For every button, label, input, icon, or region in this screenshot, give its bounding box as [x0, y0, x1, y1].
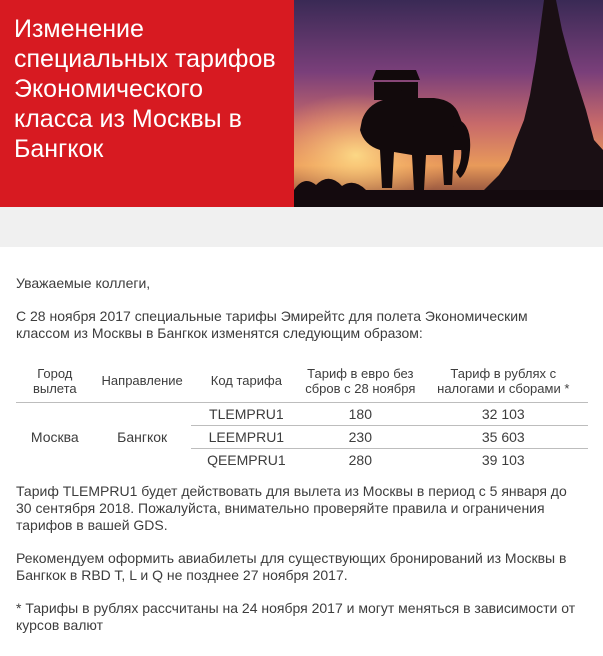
greeting: Уважаемые коллеги,	[16, 275, 151, 291]
cell-eur: 280	[348, 452, 372, 468]
col-header-code: Код тарифа	[191, 359, 302, 403]
col-header-eur: Тариф в евро без сбров с 28 ноября	[302, 359, 418, 403]
header-photo	[294, 0, 603, 207]
cell-city: Москва	[30, 429, 79, 445]
header-banner	[0, 0, 603, 207]
cell-rub: 32 103	[419, 403, 588, 426]
cell-code: TLEMPRU1	[191, 403, 302, 426]
footnote: * Тарифы в рублях рассчитаны на 24 ноября 2017 и могут меняться в зависимости от курсов валют	[16, 600, 576, 633]
cell-code: QEEMPRU1	[207, 452, 286, 468]
cell-direction: Бангкок	[117, 429, 168, 445]
intro-paragraph: С 28 ноября 2017 специальные тарифы Эмирейтс для полета Экономическим классом из Москвы в Бангкок изменятся следующим образом:	[16, 308, 528, 341]
cell-code: LEEMPRU1	[191, 426, 302, 449]
cell-rub: 35 603	[419, 426, 588, 449]
page-title: Изменение специальных тарифов Экономического класса из Москвы в Бангкок	[14, 15, 276, 163]
letter-body	[0, 247, 603, 656]
table-header-row	[16, 359, 588, 403]
col-header-city: Город вылета	[16, 359, 94, 403]
col-header-direction: Направление	[94, 359, 191, 403]
table-row	[16, 403, 588, 426]
fares-table	[16, 359, 588, 471]
note-tariff-validity: Тариф TLEMPRU1 будет действовать для вылета из Москвы в период с 5 января до 30 сентября 2018. Пожалуйста, внимательно проверяйте правила и ограничения тарифов в вашей GDS.	[16, 483, 567, 533]
cell-rub: 39 103	[481, 452, 525, 468]
col-header-rub: Тариф в рублях с налогами и сборами *	[419, 359, 588, 403]
sunset-elephant-image	[294, 0, 603, 207]
note-booking-recommendation: Рекомендуем оформить авиабилеты для существующих бронирований из Москвы в Бангкок в RBD T, L и Q не позднее 27 ноября 2017.	[16, 550, 567, 583]
cell-eur: 230	[302, 426, 418, 449]
cell-eur: 180	[302, 403, 418, 426]
header-separator-band	[0, 207, 603, 247]
